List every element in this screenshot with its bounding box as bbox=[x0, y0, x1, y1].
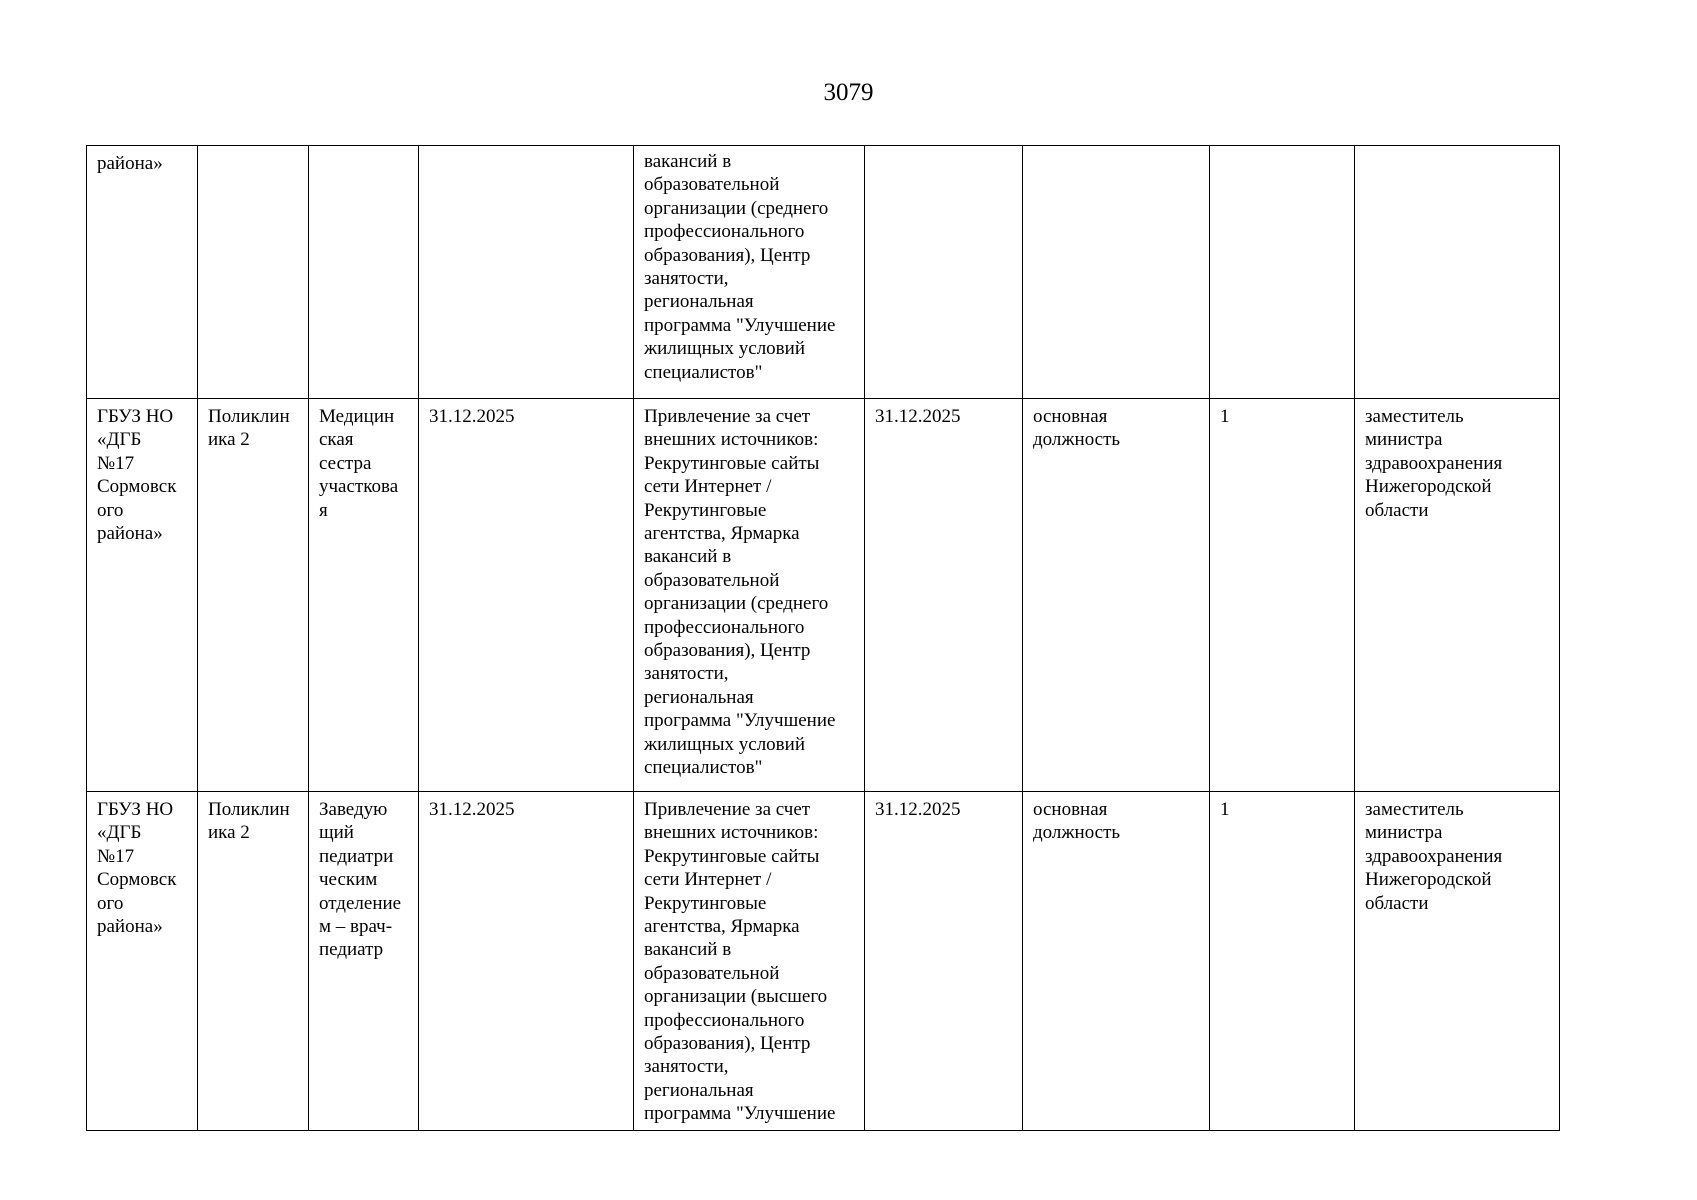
document-table bbox=[86, 145, 1560, 1131]
table-cell: вакансий в образовательной организации (среднего профессионального образования), Центр занятости, региональная программа "Улучшение жилищных условий специалистов" bbox=[634, 146, 865, 399]
table-cell: района» bbox=[87, 146, 198, 399]
table-cell: Поликлин ика 2 bbox=[198, 792, 309, 1131]
table-cell: ГБУЗ НО «ДГБ №17 Сормовск ого района» bbox=[87, 792, 198, 1131]
table-cell: Медицин ская сестра участкова я bbox=[309, 399, 419, 792]
table-cell bbox=[309, 146, 419, 399]
table-cell: Поликлин ика 2 bbox=[198, 399, 309, 792]
table-row bbox=[87, 146, 1560, 399]
table-cell bbox=[419, 146, 634, 399]
table-cell: Привлечение за счет внешних источников: Рекрутинговые сайты сети Интернет / Рекрутинговые агентства, Ярмарка вакансий в образовательной организации (среднего профессионального образования), Центр занятости, региональная программа "Улучшение жилищных условий специалистов" bbox=[634, 399, 865, 792]
table-cell: Привлечение за счет внешних источников: Рекрутинговые сайты сети Интернет / Рекрутинговые агентства, Ярмарка вакансий в образовательной организации (высшего профессионального образования), Центр занятости, региональная программа "Улучшение bbox=[634, 792, 865, 1131]
table-cell: 31.12.2025 bbox=[419, 399, 634, 792]
table-cell: заместитель министра здравоохранения Нижегородской области bbox=[1355, 399, 1560, 792]
table-cell bbox=[1355, 146, 1560, 399]
table-row bbox=[87, 792, 1560, 1131]
table-cell: 31.12.2025 bbox=[865, 792, 1023, 1131]
table-cell: ГБУЗ НО «ДГБ №17 Сормовск ого района» bbox=[87, 399, 198, 792]
table-row bbox=[87, 399, 1560, 792]
table-cell bbox=[865, 146, 1023, 399]
table-cell: основная должность bbox=[1023, 399, 1210, 792]
table-cell bbox=[1023, 146, 1210, 399]
table-cell: заместитель министра здравоохранения Нижегородской области bbox=[1355, 792, 1560, 1131]
table-cell bbox=[198, 146, 309, 399]
table-cell: 1 bbox=[1210, 792, 1355, 1131]
table-cell: 31.12.2025 bbox=[419, 792, 634, 1131]
table-cell: 31.12.2025 bbox=[865, 399, 1023, 792]
table-cell: основная должность bbox=[1023, 792, 1210, 1131]
table-cell: 1 bbox=[1210, 399, 1355, 792]
table-cell bbox=[1210, 146, 1355, 399]
page-number: 3079 bbox=[823, 79, 874, 106]
table-cell: Заведую щий педиатри ческим отделение м – врач- педиатр bbox=[309, 792, 419, 1131]
